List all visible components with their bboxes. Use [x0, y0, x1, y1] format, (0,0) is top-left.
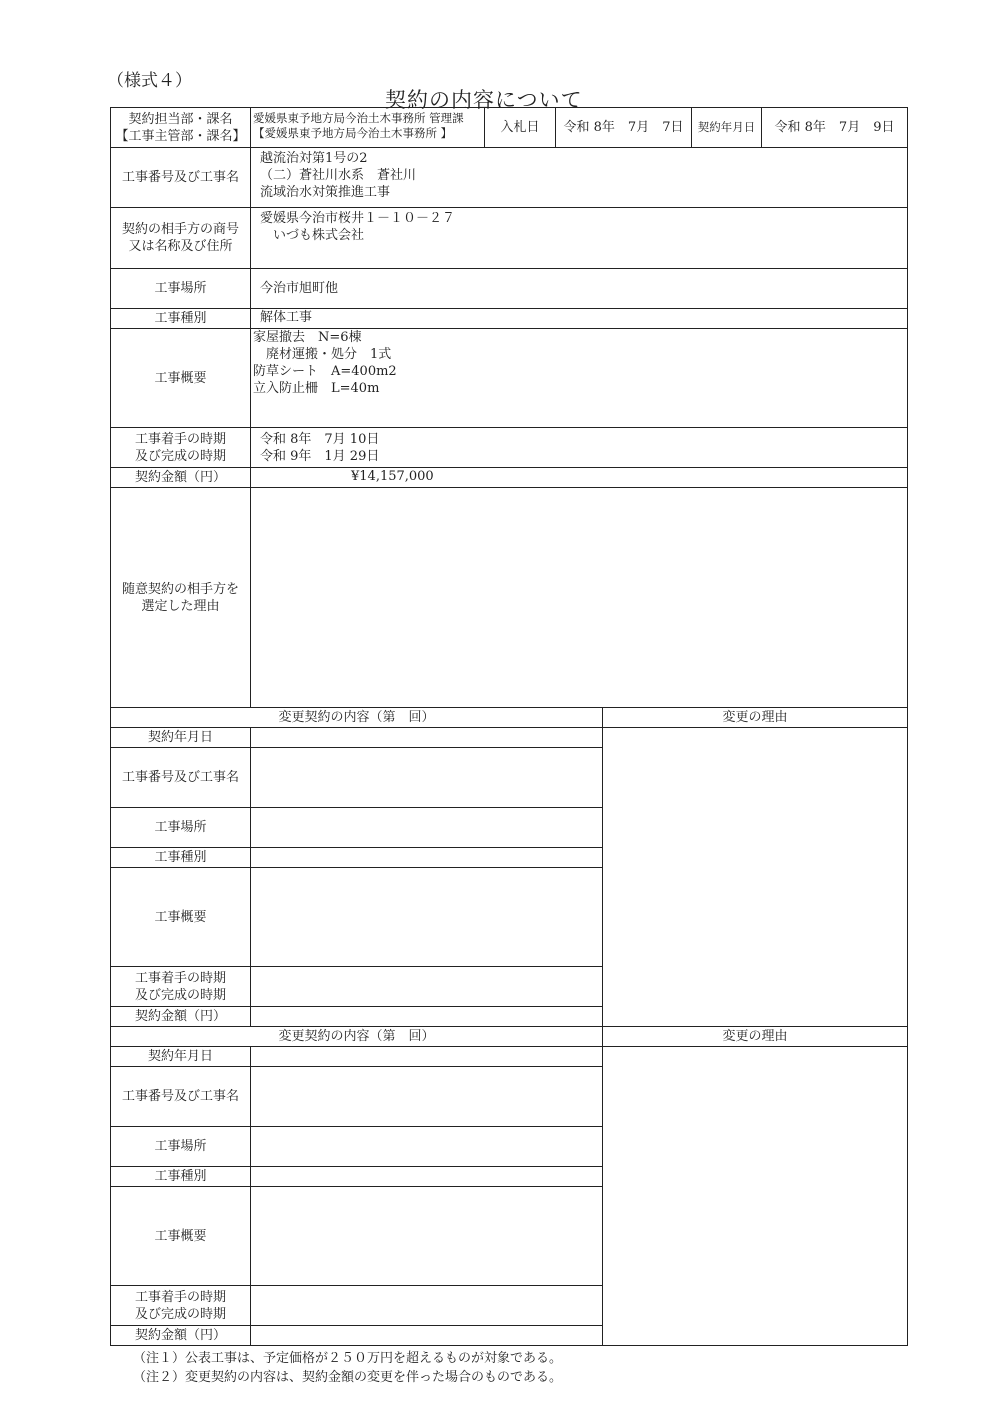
- change-location-label: 工事場所: [111, 1127, 251, 1167]
- change-amount-value: [251, 1326, 603, 1346]
- bid-date-label: 入札日: [485, 108, 556, 148]
- type-label: 工事種別: [111, 309, 251, 329]
- change-summary-value: [251, 868, 603, 967]
- change-type-label: 工事種別: [111, 848, 251, 868]
- change-contract-table-1: [110, 707, 908, 1027]
- summary-value: 家屋撤去 N=6棟 廃材運搬・処分 1式 防草シート A=400m2 立入防止柵 L=40m: [251, 329, 908, 428]
- change-contract-date-label: 契約年月日: [111, 728, 251, 748]
- work-name-value: 越流治対第1号の2 （二）蒼社川水系 蒼社川 流域治水対策推進工事: [251, 148, 908, 208]
- change-reason-value: [603, 728, 908, 1027]
- location-label: 工事場所: [111, 269, 251, 309]
- change-period-label: 工事着手の時期 及び完成の時期: [111, 967, 251, 1007]
- change-location-value: [251, 808, 603, 848]
- dept-value: 愛媛県東予地方局今治土木事務所 管理課 【愛媛県東予地方局今治土木事務所 】: [251, 108, 485, 148]
- change-summary-value: [251, 1187, 603, 1286]
- change-contract-date-value: [251, 728, 603, 748]
- contractor-label: 契約の相手方の商号 又は名称及び住所: [111, 208, 251, 269]
- dept-label: 契約担当部・課名 【工事主管部・課名】: [111, 108, 251, 148]
- contract-main-table: [110, 147, 908, 708]
- change-summary-label: 工事概要: [111, 868, 251, 967]
- change-period-value: [251, 1286, 603, 1326]
- change-work-name-label: 工事番号及び工事名: [111, 1067, 251, 1127]
- period-label: 工事着手の時期 及び完成の時期: [111, 428, 251, 468]
- form-number-label: （様式４）: [107, 71, 192, 91]
- change-work-name-label: 工事番号及び工事名: [111, 748, 251, 808]
- change-period-value: [251, 967, 603, 1007]
- change-type-label: 工事種別: [111, 1167, 251, 1187]
- change-header: 変更契約の内容（第 回）: [111, 1027, 603, 1047]
- period-value: 令和 8年 7月 10日 令和 9年 1月 29日: [251, 428, 908, 468]
- change-reason-header: 変更の理由: [603, 708, 908, 728]
- type-value: 解体工事: [251, 309, 908, 329]
- contract-date-value: 令和 8年 7月 9日: [762, 108, 908, 148]
- contract-date-label: 契約年月日: [692, 108, 762, 148]
- contractor-value: 愛媛県今治市桜井１－１０－２７ いづも株式会社: [251, 208, 908, 269]
- change-contract-date-value: [251, 1047, 603, 1067]
- change-contract-table-2: [110, 1026, 908, 1346]
- change-type-value: [251, 848, 603, 868]
- bid-date-value: 令和 8年 7月 7日: [556, 108, 692, 148]
- change-summary-label: 工事概要: [111, 1187, 251, 1286]
- change-contract-date-label: 契約年月日: [111, 1047, 251, 1067]
- summary-label: 工事概要: [111, 329, 251, 428]
- change-reason-value: [603, 1047, 908, 1346]
- change-amount-label: 契約金額（円）: [111, 1007, 251, 1027]
- reason-label: 随意契約の相手方を 選定した理由: [111, 488, 251, 708]
- amount-label: 契約金額（円）: [111, 468, 251, 488]
- change-header: 変更契約の内容（第 回）: [111, 708, 603, 728]
- amount-value: ¥14,157,000: [251, 468, 908, 488]
- change-amount-value: [251, 1007, 603, 1027]
- footnotes: [133, 1349, 562, 1387]
- change-period-label: 工事着手の時期 及び完成の時期: [111, 1286, 251, 1326]
- change-type-value: [251, 1167, 603, 1187]
- footnote-2: （注２）変更契約の内容は、契約金額の変更を伴った場合のものである。: [133, 1370, 563, 1385]
- reason-value: [251, 488, 908, 708]
- header-table: [110, 107, 908, 148]
- footnote-1: （注１）公表工事は、予定価格が２５０万円を超えるものが対象である。: [133, 1351, 563, 1366]
- change-amount-label: 契約金額（円）: [111, 1326, 251, 1346]
- change-work-name-value: [251, 1067, 603, 1127]
- work-name-label: 工事番号及び工事名: [111, 148, 251, 208]
- change-location-value: [251, 1127, 603, 1167]
- change-location-label: 工事場所: [111, 808, 251, 848]
- location-value: 今治市旭町他: [251, 269, 908, 309]
- document-title: 契約の内容について: [385, 88, 583, 112]
- change-reason-header: 変更の理由: [603, 1027, 908, 1047]
- change-work-name-value: [251, 748, 603, 808]
